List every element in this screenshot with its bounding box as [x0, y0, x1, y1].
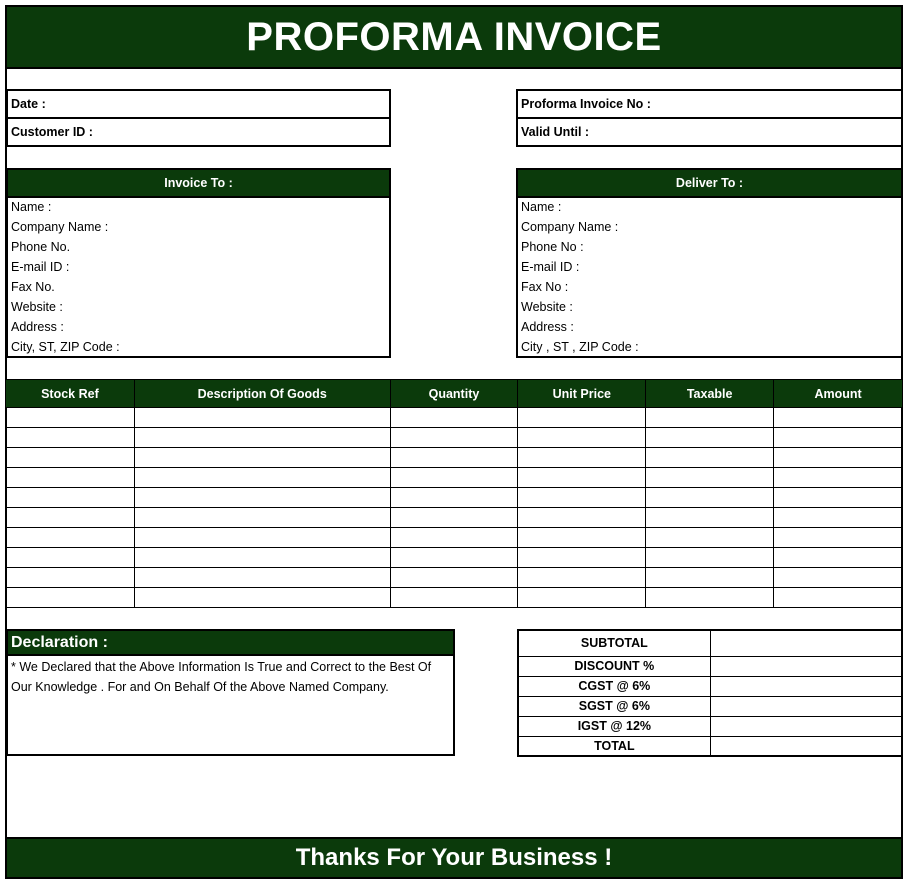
item-cell[interactable]	[6, 508, 135, 528]
table-row	[6, 428, 903, 448]
column-header: Unit Price	[518, 380, 646, 408]
totals-row	[518, 676, 902, 696]
table-row	[6, 448, 903, 468]
item-cell[interactable]	[774, 588, 903, 608]
item-cell[interactable]	[134, 508, 390, 528]
item-cell[interactable]	[518, 508, 646, 528]
item-cell[interactable]	[134, 428, 390, 448]
table-row	[6, 548, 903, 568]
column-header: Stock Ref	[6, 380, 135, 408]
deliver-to-line: Name :	[521, 200, 562, 214]
item-cell[interactable]	[390, 428, 518, 448]
table-row	[6, 468, 903, 488]
deliver-to-line: Phone No :	[521, 240, 584, 254]
item-cell[interactable]	[518, 568, 646, 588]
invoice-no-field[interactable]: Proforma Invoice No :	[516, 89, 903, 119]
item-cell[interactable]	[390, 508, 518, 528]
column-header: Description Of Goods	[134, 380, 390, 408]
table-row	[6, 488, 903, 508]
item-cell[interactable]	[774, 468, 903, 488]
totals-value[interactable]	[710, 716, 902, 736]
item-cell[interactable]	[518, 548, 646, 568]
item-cell[interactable]	[774, 568, 903, 588]
totals-label: SGST @ 6%	[518, 696, 710, 716]
invoice-to-box[interactable]	[6, 197, 391, 358]
items-table	[5, 379, 903, 608]
column-header: Quantity	[390, 380, 518, 408]
item-cell[interactable]	[134, 448, 390, 468]
deliver-to-line: E-mail ID :	[521, 260, 580, 274]
item-cell[interactable]	[6, 488, 135, 508]
item-cell[interactable]	[134, 568, 390, 588]
item-cell[interactable]	[646, 488, 774, 508]
totals-row	[518, 696, 902, 716]
item-cell[interactable]	[518, 468, 646, 488]
item-cell[interactable]	[774, 528, 903, 548]
totals-row	[518, 716, 902, 736]
item-cell[interactable]	[134, 488, 390, 508]
item-cell[interactable]	[646, 508, 774, 528]
totals-value[interactable]	[710, 676, 902, 696]
totals-label: SUBTOTAL	[518, 630, 710, 656]
item-cell[interactable]	[390, 448, 518, 468]
invoice-to-line: Company Name :	[11, 220, 109, 234]
deliver-to-heading: Deliver To :	[516, 168, 903, 198]
totals-label: CGST @ 6%	[518, 676, 710, 696]
deliver-to-line: City , ST , ZIP Code :	[521, 340, 639, 354]
item-cell[interactable]	[774, 408, 903, 428]
item-cell[interactable]	[646, 528, 774, 548]
invoice-to-line: City, ST, ZIP Code :	[11, 340, 120, 354]
table-row	[6, 508, 903, 528]
deliver-to-line: Address :	[521, 320, 574, 334]
invoice-to-line: Name :	[11, 200, 52, 214]
item-cell[interactable]	[390, 468, 518, 488]
item-cell[interactable]	[390, 568, 518, 588]
invoice-to-line: Website :	[11, 300, 63, 314]
item-cell[interactable]	[646, 428, 774, 448]
item-cell[interactable]	[134, 548, 390, 568]
deliver-to-line: Company Name :	[521, 220, 619, 234]
totals-row	[518, 656, 902, 676]
item-cell[interactable]	[774, 448, 903, 468]
item-cell[interactable]	[6, 548, 135, 568]
item-cell[interactable]	[6, 428, 135, 448]
invoice-to-line: Phone No.	[11, 240, 71, 254]
item-cell[interactable]	[6, 468, 135, 488]
item-cell[interactable]	[134, 468, 390, 488]
item-cell[interactable]	[518, 488, 646, 508]
totals-value[interactable]	[710, 736, 902, 756]
item-cell[interactable]	[646, 548, 774, 568]
item-cell[interactable]	[390, 408, 518, 428]
item-cell[interactable]	[6, 568, 135, 588]
table-row	[6, 408, 903, 428]
totals-row	[518, 736, 902, 756]
item-cell[interactable]	[774, 428, 903, 448]
totals-table	[517, 629, 903, 757]
totals-value[interactable]	[710, 696, 902, 716]
table-row	[6, 528, 903, 548]
deliver-to-line: Website :	[521, 300, 573, 314]
item-cell[interactable]	[646, 568, 774, 588]
deliver-to-box[interactable]	[516, 197, 903, 358]
totals-label: TOTAL	[518, 736, 710, 756]
column-header: Amount	[774, 380, 903, 408]
totals-value[interactable]	[710, 656, 902, 676]
totals-label: IGST @ 12%	[518, 716, 710, 736]
date-field[interactable]: Date :	[6, 89, 391, 119]
invoice-to-line: E-mail ID :	[11, 260, 70, 274]
item-cell[interactable]	[6, 528, 135, 548]
item-cell[interactable]	[646, 448, 774, 468]
footer-thanks: Thanks For Your Business !	[5, 837, 903, 879]
item-cell[interactable]	[6, 588, 135, 608]
invoice-to-line: Address :	[11, 320, 64, 334]
table-row	[6, 568, 903, 588]
item-cell[interactable]	[646, 588, 774, 608]
item-cell[interactable]	[518, 588, 646, 608]
totals-label: DISCOUNT %	[518, 656, 710, 676]
item-cell[interactable]	[518, 408, 646, 428]
item-cell[interactable]	[646, 408, 774, 428]
item-cell[interactable]	[134, 528, 390, 548]
customer-id-field[interactable]: Customer ID :	[6, 117, 391, 147]
item-cell[interactable]	[6, 448, 135, 468]
declaration-heading: Declaration :	[6, 629, 455, 656]
item-cell[interactable]	[774, 508, 903, 528]
item-cell[interactable]	[518, 428, 646, 448]
totals-row	[518, 630, 902, 656]
item-cell[interactable]	[518, 448, 646, 468]
valid-until-field[interactable]: Valid Until :	[516, 117, 903, 147]
table-row	[6, 588, 903, 608]
totals-value[interactable]	[710, 630, 902, 656]
item-cell[interactable]	[390, 548, 518, 568]
item-cell[interactable]	[390, 528, 518, 548]
item-cell[interactable]	[134, 408, 390, 428]
item-cell[interactable]	[390, 588, 518, 608]
item-cell[interactable]	[390, 488, 518, 508]
invoice-to-line: Fax No.	[11, 280, 55, 294]
item-cell[interactable]	[6, 408, 135, 428]
declaration-text: * We Declared that the Above Information Is True and Correct to the Best Of Our Knowledge . For and On Behalf Of the Above Named Company.	[6, 655, 455, 756]
item-cell[interactable]	[646, 468, 774, 488]
item-cell[interactable]	[518, 528, 646, 548]
deliver-to-line: Fax No :	[521, 280, 569, 294]
column-header: Taxable	[646, 380, 774, 408]
page-title: PROFORMA INVOICE	[5, 5, 903, 69]
item-cell[interactable]	[134, 588, 390, 608]
invoice-to-heading: Invoice To :	[6, 168, 391, 198]
item-cell[interactable]	[774, 488, 903, 508]
item-cell[interactable]	[774, 548, 903, 568]
